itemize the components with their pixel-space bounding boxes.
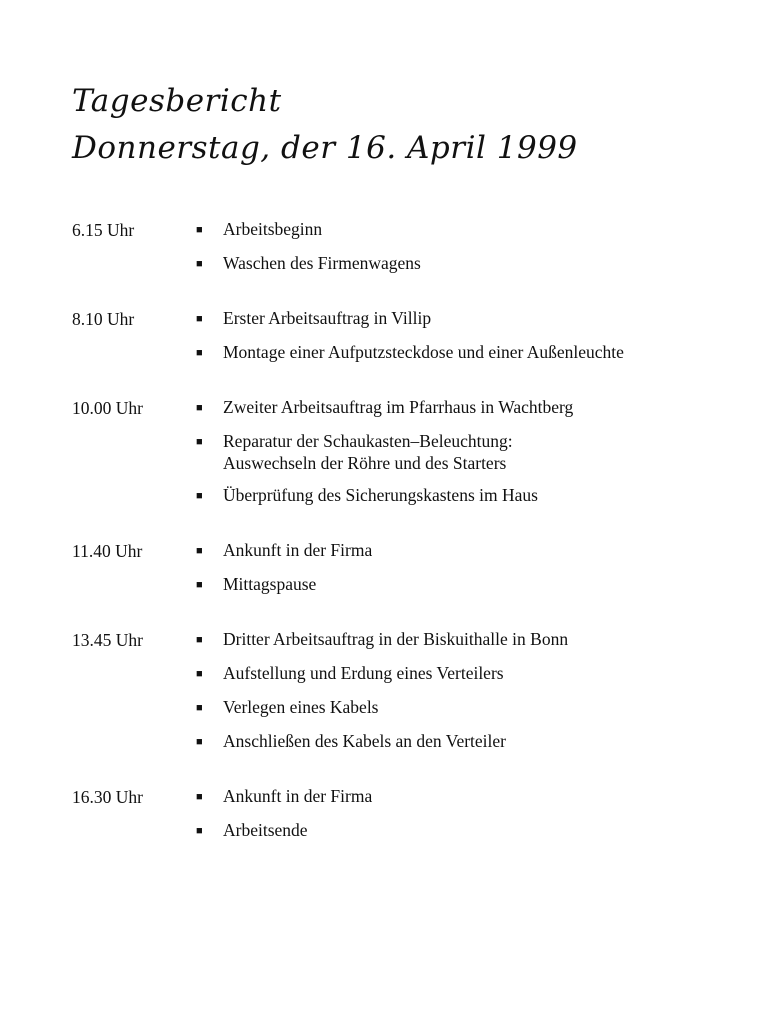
task-text: Zweiter Arbeitsauftrag im Pfarrhaus in Wachtberg <box>223 397 574 417</box>
task-item <box>194 341 712 365</box>
task-text: Aufstellung und Erdung eines Verteilers <box>223 663 504 683</box>
square-bullet-icon: ■ <box>196 579 203 591</box>
schedule-entry <box>72 396 712 508</box>
task-item <box>194 252 712 276</box>
task-item <box>194 430 712 474</box>
report-date: Donnerstag, der 16. April 1999 <box>72 130 578 166</box>
task-text: Mittagspause <box>223 574 317 594</box>
entry-time: 6.15 Uhr <box>72 220 135 240</box>
task-item <box>194 730 712 754</box>
square-bullet-icon: ■ <box>196 634 203 646</box>
schedule-entry <box>72 628 712 754</box>
entry-task-list <box>194 539 712 597</box>
task-item <box>194 819 712 843</box>
task-text: Montage einer Aufputzsteckdose und einer Außenleuchte <box>223 342 624 362</box>
entry-time: 10.00 Uhr <box>72 398 143 418</box>
task-item <box>194 539 712 563</box>
square-bullet-icon: ■ <box>196 313 203 325</box>
schedule-entry <box>72 539 712 597</box>
square-bullet-icon: ■ <box>196 702 203 714</box>
schedule-list <box>72 218 712 874</box>
report-title: Tagesbericht <box>72 83 282 119</box>
task-item <box>194 307 712 331</box>
task-text: Waschen des Firmenwagens <box>223 253 421 273</box>
square-bullet-icon: ■ <box>196 224 203 236</box>
task-text: Ankunft in der Firma <box>223 540 373 560</box>
task-item <box>194 696 712 720</box>
square-bullet-icon: ■ <box>196 825 203 837</box>
entry-time: 13.45 Uhr <box>72 630 143 650</box>
square-bullet-icon: ■ <box>196 791 203 803</box>
task-item <box>194 218 712 242</box>
task-text: Anschließen des Kabels an den Verteiler <box>223 731 506 751</box>
entry-task-list <box>194 785 712 843</box>
schedule-entry <box>72 785 712 843</box>
entry-time: 16.30 Uhr <box>72 787 143 807</box>
task-item <box>194 662 712 686</box>
task-text: Reparatur der Schaukasten–Beleuchtung: Auswechseln der Röhre und des Starters <box>223 431 513 473</box>
task-item <box>194 785 712 809</box>
task-text: Verlegen eines Kabels <box>223 697 379 717</box>
square-bullet-icon: ■ <box>196 258 203 270</box>
square-bullet-icon: ■ <box>196 436 203 448</box>
task-text: Erster Arbeitsauftrag in Villip <box>223 308 432 328</box>
task-item <box>194 484 712 508</box>
square-bullet-icon: ■ <box>196 347 203 359</box>
task-item <box>194 573 712 597</box>
square-bullet-icon: ■ <box>196 402 203 414</box>
square-bullet-icon: ■ <box>196 490 203 502</box>
task-text: Überprüfung des Sicherungskastens im Haus <box>223 485 538 505</box>
square-bullet-icon: ■ <box>196 736 203 748</box>
square-bullet-icon: ■ <box>196 545 203 557</box>
task-text: Arbeitsende <box>223 820 308 840</box>
entry-task-list <box>194 307 712 365</box>
entry-task-list <box>194 218 712 276</box>
task-item <box>194 396 712 420</box>
entry-task-list <box>194 628 712 754</box>
entry-time: 11.40 Uhr <box>72 541 143 561</box>
schedule-entry <box>72 307 712 365</box>
task-text: Arbeitsbeginn <box>223 219 323 239</box>
square-bullet-icon: ■ <box>196 668 203 680</box>
task-item <box>194 628 712 652</box>
entry-time: 8.10 Uhr <box>72 309 135 329</box>
schedule-entry <box>72 218 712 276</box>
task-text: Dritter Arbeitsauftrag in der Biskuithalle in Bonn <box>223 629 569 649</box>
entry-task-list <box>194 396 712 508</box>
task-text: Ankunft in der Firma <box>223 786 373 806</box>
